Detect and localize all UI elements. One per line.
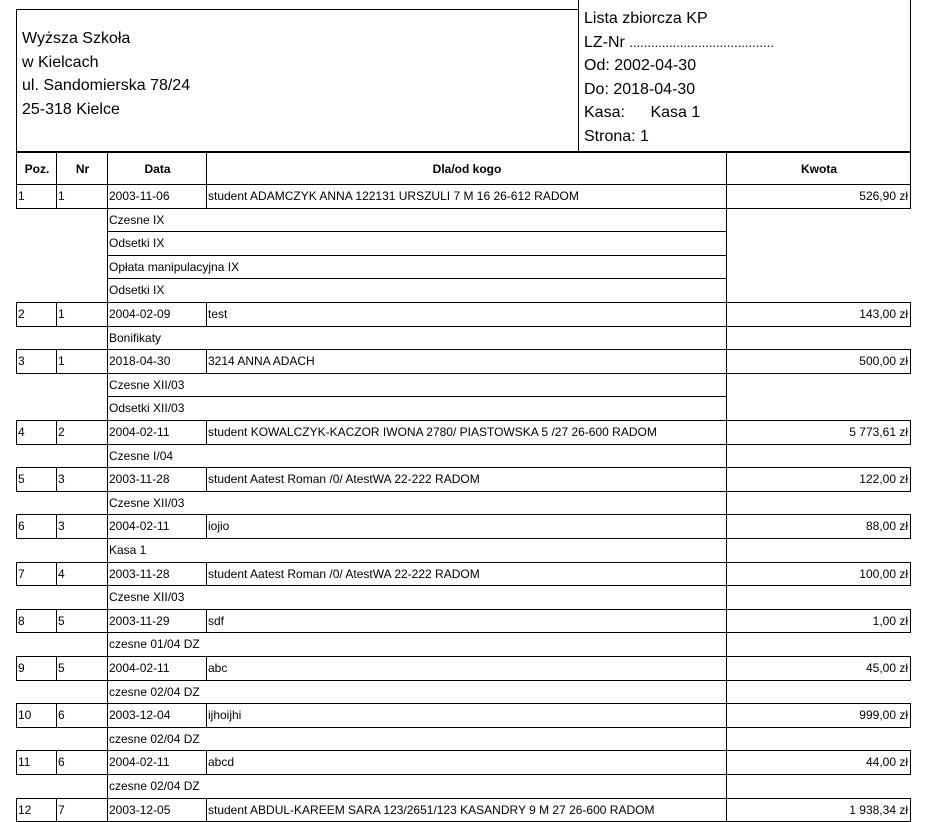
entry-payer: 3214 ANNA ADACH [206, 349, 727, 374]
entry-nr: 4 [56, 562, 108, 586]
entry-date: 2004-02-11 [107, 750, 207, 775]
date-from-label: Od: [584, 57, 610, 74]
entry-nr: 3 [56, 514, 108, 539]
entry-amount: 143,00 zł [726, 302, 911, 327]
date-to-line [584, 78, 774, 102]
date-to-value: 2018-04-30 [613, 80, 696, 98]
page-line [584, 125, 774, 149]
entry-nr: 1 [56, 184, 108, 209]
entry-detail: Kasa 1 [107, 538, 727, 563]
entry-nr: 1 [56, 349, 108, 374]
date-from-value: 2002-04-30 [614, 57, 697, 74]
company-postal: 25-318 Kielce [22, 100, 120, 118]
company-address [22, 27, 190, 121]
entry-detail: Bonifikaty [107, 326, 727, 350]
entry-amount: 45,00 zł [726, 656, 911, 681]
entry-date: 2003-11-06 [107, 184, 207, 209]
report-title: Lista zbiorcza KP [584, 10, 708, 27]
entry-amount: 1 938,34 zł [726, 798, 911, 822]
page-value: 1 [640, 127, 649, 145]
entry-amount: 100,00 zł [726, 562, 911, 586]
col-header-kwota: Kwota [726, 152, 911, 185]
entry-amount: 999,00 zł [726, 703, 911, 728]
date-from-line [584, 54, 774, 78]
entry-date: 2003-12-04 [107, 703, 207, 728]
entry-date: 2018-04-30 [107, 349, 207, 374]
entry-date: 2003-12-05 [107, 798, 207, 822]
date-to-label: Do: [584, 80, 609, 98]
lz-number-line [584, 31, 774, 55]
entry-amount: 1,00 zł [726, 609, 911, 633]
entry-detail: czesne 02/04 DZ [107, 774, 727, 799]
entry-detail: Odsetki IX [107, 231, 727, 256]
entry-detail: Czesne XII/03 [107, 373, 727, 397]
entry-amount: 88,00 zł [726, 514, 911, 539]
entry-poz: 1 [16, 184, 57, 209]
company-name: Wyższa Szkoła [22, 30, 131, 47]
entry-payer: abcd [206, 750, 727, 775]
entry-payer: ijhoijhi [206, 703, 727, 728]
entry-detail: Czesne IX [107, 208, 727, 232]
entry-poz: 4 [16, 420, 57, 445]
entry-poz: 10 [16, 703, 57, 728]
entry-date: 2004-02-11 [107, 656, 207, 681]
entry-date: 2003-11-28 [107, 467, 207, 492]
entry-payer: test [206, 302, 727, 327]
entry-nr: 5 [56, 609, 108, 633]
entry-detail: Odsetki XII/03 [107, 396, 727, 421]
report-meta [584, 7, 774, 148]
entry-poz: 3 [16, 349, 57, 374]
entry-detail: Czesne I/04 [107, 444, 727, 468]
entry-date: 2003-11-28 [107, 562, 207, 586]
entry-payer: student Aatest Roman /0/ AtestWA 22-222 RADOM [206, 562, 727, 586]
entry-nr: 3 [56, 467, 108, 492]
entry-date: 2003-11-29 [107, 609, 207, 633]
entry-detail: Czesne XII/03 [107, 585, 727, 610]
col-header-nr: Nr [56, 152, 108, 185]
entry-amount: 44,00 zł [726, 750, 911, 775]
lz-label: LZ-Nr [584, 33, 625, 51]
entry-nr: 6 [56, 703, 108, 728]
entry-nr: 1 [56, 302, 108, 327]
kasa-line [584, 101, 774, 125]
entry-poz: 6 [16, 514, 57, 539]
company-city-line: w Kielcach [22, 53, 99, 71]
entry-poz: 2 [16, 302, 57, 327]
kasa-label: Kasa: [584, 104, 625, 121]
entry-payer: student KOWALCZYK-KACZOR IWONA 2780/ PIASTOWSKA 5 /27 26-600 RADOM [206, 420, 727, 445]
entry-amount: 5 773,61 zł [726, 420, 911, 445]
col-header-data: Data [107, 152, 207, 185]
entry-poz: 11 [16, 750, 57, 775]
entry-payer: sdf [206, 609, 727, 633]
lz-dots: ........................................ [629, 34, 774, 50]
company-street: ul. Sandomierska 78/24 [22, 77, 191, 94]
entry-date: 2004-02-11 [107, 514, 207, 539]
entry-poz: 7 [16, 562, 57, 586]
entry-date: 2004-02-11 [107, 420, 207, 445]
entry-detail: Czesne XII/03 [107, 491, 727, 515]
entry-detail: czesne 02/04 DZ [107, 727, 727, 751]
entry-detail: czesne 01/04 DZ [107, 632, 727, 657]
entry-date: 2004-02-09 [107, 302, 207, 327]
entry-amount: 122,00 zł [726, 467, 911, 492]
entry-nr: 2 [56, 420, 108, 445]
entry-detail: Opłata manipulacyjna IX [107, 255, 727, 279]
entry-poz: 9 [16, 656, 57, 681]
entry-payer: abc [206, 656, 727, 681]
entry-nr: 6 [56, 750, 108, 775]
entry-payer: student ADAMCZYK ANNA 122131 URSZULI 7 M 16 26-612 RADOM [206, 184, 727, 209]
entry-payer: student Aatest Roman /0/ AtestWA 22-222 RADOM [206, 467, 727, 492]
entry-poz: 8 [16, 609, 57, 633]
col-header-dla-od-kogo: Dla/od kogo [206, 152, 727, 185]
entry-nr: 5 [56, 656, 108, 681]
entry-poz: 12 [16, 798, 57, 822]
col-header-poz: Poz. [16, 152, 57, 185]
entry-detail: czesne 02/04 DZ [107, 680, 727, 704]
entry-amount: 526,90 zł [726, 184, 911, 209]
kasa-value: Kasa 1 [650, 104, 701, 121]
entry-amount: 500,00 zł [726, 349, 911, 374]
entry-nr: 7 [56, 798, 108, 822]
entry-detail: Odsetki IX [107, 278, 727, 303]
entry-poz: 5 [16, 467, 57, 492]
entry-payer: student ABDUL-KAREEM SARA 123/2651/123 KASANDRY 9 M 27 26-600 RADOM [206, 798, 727, 822]
entry-payer: iojio [206, 514, 727, 539]
page-label: Strona: [584, 127, 636, 145]
